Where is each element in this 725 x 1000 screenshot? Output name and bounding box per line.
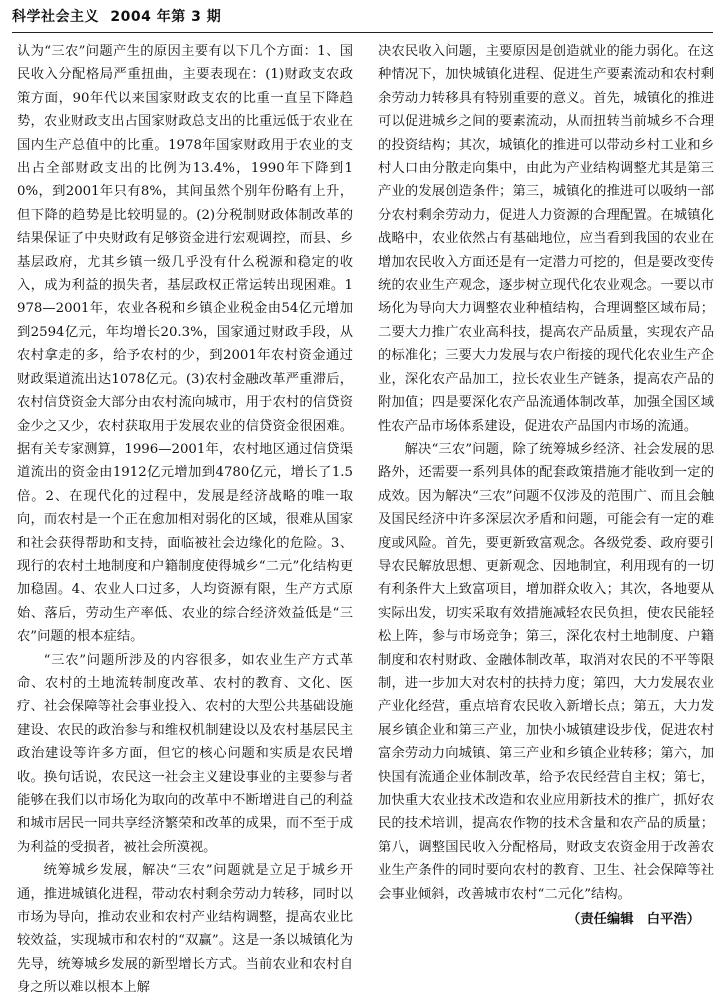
- left-column: [17, 40, 353, 996]
- running-header: [12, 6, 712, 28]
- journal-title: 科学社会主义: [12, 9, 99, 25]
- right-column: [378, 40, 714, 975]
- paragraph: “三农”问题所涉及的内容很多，如农业生产方式革命、农村的土地流转制度改革、农村的教育、文化、医疗、社会保障等社会事业投入、农村的大型公共基础设施建设、农民的政治参与和维权机制建设以及农村基层民主政治建设等许多方面，但它的核心问题和实质是农民增收。换句话说，农民这一社会主义建设事业的主要参与者能够在我们以市场化为取向的改革中不断增进自己的利益和城市居民一同共享经济繁荣和改革的成果，而不至于成为利益的受损者，被社会所漠视。: [17, 652, 353, 855]
- paragraph: 统筹城乡发展，解决“三农”问题就是立足于城乡开通，推进城镇化进程，带动农村剩余劳动力转移，同时以市场为导向，推动农业和农村产业结构调整，提高农业比较效益，实现城市和农村的“双赢”。这是一条以城镇化为先导，统筹城乡发展的新型增长方式。当前农业和农村自身之所以难以根本上解: [17, 863, 353, 996]
- paragraph: 解决“三农”问题，除了统筹城乡经济、社会发展的思路外，还需要一系列具体的配套政策措施才能收到一定的成效。因为解决“三农”问题不仅涉及的范围广、而且会触及国民经济中许多深层次矛盾和问题，可能会有一定的难度或风险。首先，要更新致富观念。各级党委、政府要引导农民解放思想、更新观念、因地制宜，利用现有的一切有利条件大上致富项目，增加群众收入；其次，各地要从实际出发，切实采取有效措施减轻农民负担，使农民能轻松上阵，参与市场竞争；第三，深化农村土地制度、户籍制度和农村财政、金融体制改革，取消对农民的不平等限制，进一步加大对农村的扶持力度；第四，大力发展农业产业化经营，重点培育农民收入新增长点；第五，大力发展乡镇企业和第三产业，加快小城镇建设步伐，促进农村富余劳动力向城镇、第三产业和乡镇企业转移；第六，加快国有流通企业体制改革，给予农民经营自主权；第七，加快重大农业技术改造和农业应用新技术的推广，抓好农民的技术培训，提高农作物的技术含量和农产品的质量；第八，调整国民收入分配格局，财政支农资金用于改善农业生产条件的同时要向农村的教育、卫生、社会保障等社会事业倾斜，改善城市农村“二元化”结构。: [378, 441, 714, 902]
- paragraph: 决农民收入问题，主要原因是创造就业的能力弱化。在这种情况下，加快城镇化进程、促进生产要素流动和农村剩余劳动力转移具有特别重要的意义。首先，城镇化的推进可以促进城乡之间的要素流动，从而扭转当前城乡不合理的投资结构；其次，城镇化的推进可以带动乡村工业和乡村人口由分散走向集中，由此为产业结构调整尤其是第三产业的发展创造条件；第三，城镇化的推进可以吸纳一部分农村剩余劳动力，促进人力资源的合理配置。在城镇化战略中，农业依然占有基础地位，应当看到我国的农业在增加农民收入方面还是有一定潜力可挖的，但是要改变传统的农业生产观念，逐步树立现代化农业观念。一要以市场化为导向大力调整农业种植结构，合理调整区域布局；二要大力推广农业高科技，提高农产品质量，实现农产品的标准化；三要大力发展与农户衔接的现代化农业生产企业，深化农产品加工，拉长农业生产链条，提高农产品的附加值；四是要深化农产品流通体制改革，加强全国区域性农产品市场体系建设，促进农产品国内市场的流通。: [378, 44, 714, 434]
- editor-credit: （责任编辑 白平浩）: [567, 912, 700, 928]
- header-rule: [12, 32, 713, 33]
- issue-number: 2004 年第 3 期: [110, 9, 222, 25]
- paragraph: 认为“三农”问题产生的原因主要有以下几个方面：1、国民收入分配格局严重扭曲，主要表现在：(1)财政支农政策方面，90年代以来国家财政支农的比重一直呈下降趋势，农业财政支出占国家财政总支出的比重远低于农业在国内生产总值中的比重。1978年国家财政用于农业的支出占全部财政支出的比例为13.4%，1990年下降到10%，到2001年只有8%，其间虽然个别年份略有上升，但下降的趋势是比较明显的。(2)分税制财政体制改革的结果保证了中央财政有足够资金进行宏观调控，而县、乡基层政府，尤其乡镇一级几乎没有什么税源和稳定的收入，成为利益的损失者，基层政权正常运转出现困难。1978—2001年，农业各税和乡镇企业税金由54亿元增加到2594亿元，年均增长20.3%，国家通过财政手段，从农村拿走的多，给予农村的少，到2001年农村资金通过财政渠道流出达1078亿元。(3)农村金融改革严重滞后，农村信贷资金大部分由农村流向城市，用于农村的信贷资金少之又少，农村获取用于发展农业的信贷资金很困难。据有关专家测算，1996—2001年，农村地区通过信贷渠道流出的资金由1912亿元增加到4780亿元，增长了1.5倍。2、在现代化的过程中，发展是经济战略的唯一取向，而农村是一个正在愈加相对弱化的区域，很难从国家和社会获得帮助和支持，面临被社会边缘化的危险。3、现行的农村土地制度和户籍制度使得城乡“二元”化结构更加稳固。4、农业人口过多，人均资源有限，生产方式原始、落后，劳动生产率低、农业的综合经济效益低是“三农”问题的根本症结。: [17, 44, 353, 645]
